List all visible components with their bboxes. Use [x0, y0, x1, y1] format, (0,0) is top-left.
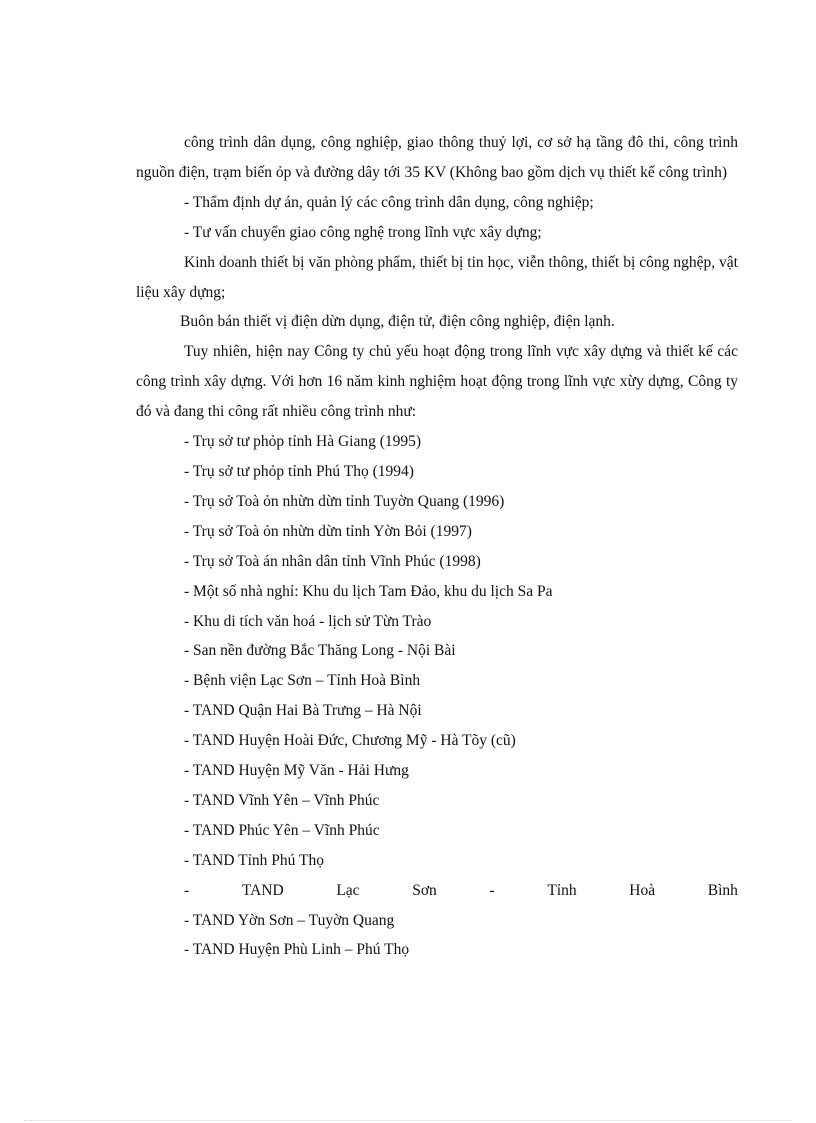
project-item: - TAND Huyện Phù Linh – Phú Thọ [184, 941, 410, 959]
project-item: - Trụ sở tư phỏp tỉnh Phú Thọ (1994) [184, 462, 414, 480]
project-item: - TAND Quận Hai Bà Trưng – Hà Nội [184, 702, 422, 720]
project-item: - TAND Phúc Yên – Vĩnh Phúc [184, 821, 380, 839]
project-item: - TAND Yờn Sơn – Tuyờn Quang [184, 911, 395, 929]
body-text [136, 128, 738, 965]
project-item: - TAND Vĩnh Yên – Vĩnh Phúc [184, 791, 380, 809]
project-item: - Trụ sở Toà án nhân dân tỉnh Vĩnh Phúc (1998) [184, 552, 481, 570]
word: Bình [707, 881, 738, 899]
project-item: - Trụ sở Toà ỏn nhừn dừn tỉnh Yờn Bỏi (1997) [184, 522, 472, 540]
project-item: - Khu di tích văn hoá - lịch sử Từn Trào [184, 612, 432, 630]
project-item: - Bệnh viện Lạc Sơn – Tỉnh Hoà Bình [184, 672, 421, 690]
word: Lạc [336, 881, 360, 899]
project-item: - San nền đường Bắc Thăng Long - Nội Bài [184, 642, 456, 660]
word: Tỉnh [547, 881, 577, 899]
project-item-justified [184, 876, 738, 906]
word: Hoà [629, 881, 656, 899]
word: - [184, 881, 190, 899]
paragraph-trading: Kinh doanh thiết bị văn phòng phẩm, thiết bị tin học, viễn thông, thiết bị công nghệp, vật liệu xây dựng; [136, 253, 738, 301]
project-item: - TAND Tỉnh Phú Thọ [184, 851, 324, 869]
word: Sơn [412, 881, 437, 899]
paragraph-wholesale: Buôn bán thiết vị điện dừn dụng, điện tử, điện công nghiệp, điện lạnh. [180, 313, 615, 331]
project-item: - Trụ sở tư phỏp tỉnh Hà Giang (1995) [184, 433, 422, 451]
project-item: - Một số nhà nghỉ: Khu du lịch Tam Đảo, khu du lịch Sa Pa [184, 582, 553, 600]
project-list [136, 427, 738, 965]
project-item: - TAND Huyện Hoài Đức, Chương Mỹ - Hà Tõy (cũ) [184, 732, 516, 750]
paragraph-experience: Tuy nhiên, hiện nay Công ty chủ yếu hoạt động trong lĩnh vực xây dựng và thiết kế các công trình xây dựng. Với hơn 16 năm kinh nghiệm hoạt động trong lĩnh vực xừy dựng, Công ty đó và đang thi công rất nhiều công trình như: [136, 343, 738, 421]
word: - [489, 881, 495, 899]
word: TAND [241, 881, 284, 899]
list-item: - Thẩm định dự án, quản lý các công trình dân dụng, công nghiệp; [184, 193, 594, 211]
project-item: - Trụ sở Toà ỏn nhừn dừn tỉnh Tuyờn Quang (1996) [184, 492, 505, 510]
page-bottom-rule [24, 1120, 792, 1121]
list-item: - Tư vấn chuyển giao công nghệ trong lĩnh vực xây dựng; [184, 223, 542, 241]
paragraph-scope-continued: công trình dân dụng, công nghiệp, giao thông thuỷ lợi, cơ sở hạ tầng đô thi, công trình nguồn điện, trạm biến ỏp và đường dây tới 35 KV (Không bao gồm dịch vụ thiết kế công trình) [136, 134, 738, 181]
project-item: - TAND Huyện Mỹ Văn - Hải Hưng [184, 762, 409, 780]
